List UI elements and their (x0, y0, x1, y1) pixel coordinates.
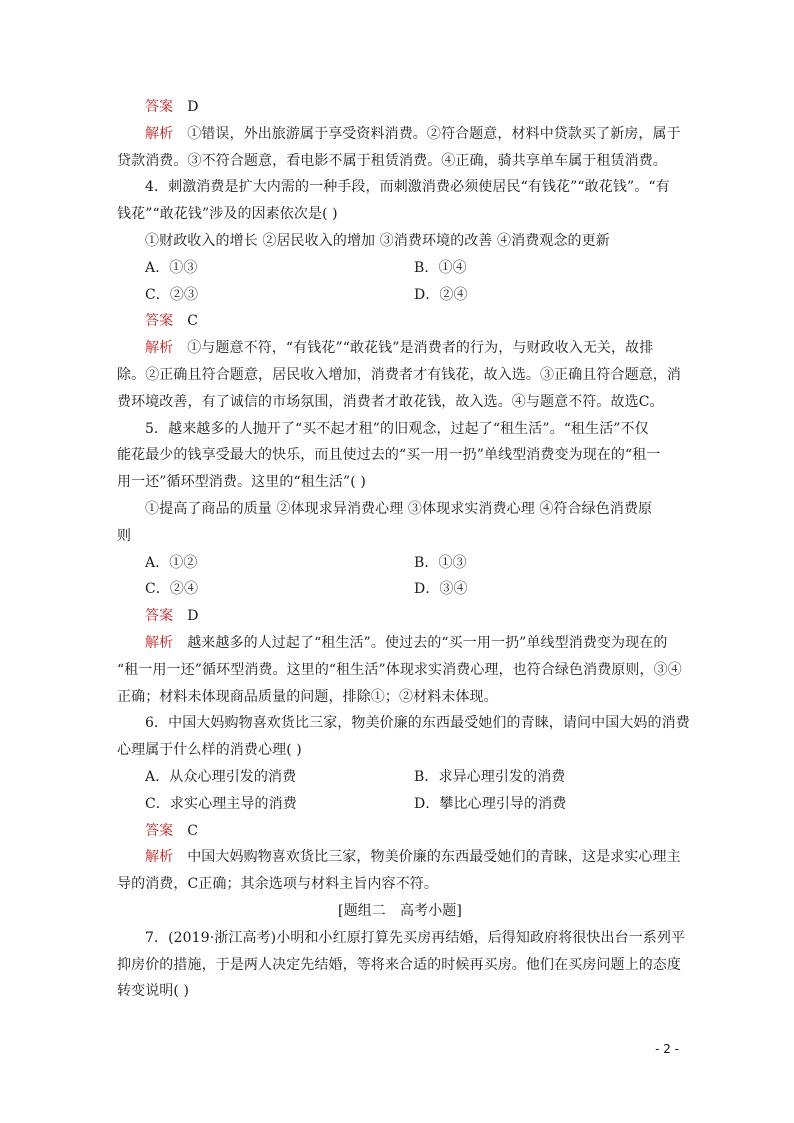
analysis-line (117, 121, 683, 148)
options-row (117, 550, 683, 577)
text-line: 贷款消费。③不符合题意，看电影不属于租赁消费。④正确，骑共享单车属于租赁消费。 (117, 152, 667, 169)
text-line: 心理属于什么样的消费心理( ) (117, 742, 302, 759)
text-line: 用一还”循环型消费。这里的“租生活”( ) (117, 474, 366, 491)
option-right: B．求异心理引发的消费 (414, 768, 566, 785)
text-line: 费环境改善，有了诚信的市场氛围，消费者才敢花钱，故入选。④与题意不符。故选C。 (117, 393, 664, 410)
options-row (117, 764, 683, 791)
answer-label: 答案 (145, 99, 174, 115)
answer-label: 答案 (145, 608, 174, 625)
analysis-line (117, 630, 683, 657)
line-text: 中国大妈购物喜欢货比三家，物美价廉的东西最受她们的青睐，这是求实心理主 (187, 849, 681, 866)
analysis-line (117, 335, 683, 362)
option-right: D．③④ (414, 581, 468, 598)
text-line: 抑房价的措施，于是两人决定先结婚，等将来合适的时候再买房。他们在买房问题上的态度 (117, 956, 681, 973)
text-line: 能花最少的钱享受最大的快乐，而且使过去的“买一用一扔”单线型消费变为现在的“租一 (117, 447, 661, 464)
text-line: 钱花”“敢花钱”涉及的因素依次是( ) (117, 206, 338, 223)
options-row (117, 255, 683, 282)
section-heading: [题组二 高考小题] (338, 902, 462, 919)
line-text: ①与题意不符，“有钱花”“敢花钱”是消费者的行为，与财政收入无关，故排 (187, 340, 654, 357)
text-line: 正确；材料未体现商品质量的问题，排除①；②材料未体现。 (117, 688, 498, 705)
text-line: 6．中国大妈购物喜欢货比三家，物美价廉的东西最受她们的青睐，请问中国大妈的消费 (145, 715, 690, 732)
analysis-line (117, 844, 683, 871)
answer-line (117, 94, 683, 121)
text-line: 则 (117, 527, 132, 544)
option-right: D．②④ (414, 286, 468, 303)
analysis-label: 解析 (145, 125, 174, 142)
text-line: 7．(2019·浙江高考)小明和小红原打算先买房再结婚，后得知政府将很快出台一系列平 (145, 929, 686, 946)
line-text: C (187, 822, 199, 839)
text-line: ①财政收入的增长 ②居民收入的增加 ③消费环境的改善 ④消费观念的更新 (145, 232, 610, 249)
options-row (117, 576, 683, 603)
option-left: A．①③ (145, 259, 198, 276)
option-right: D．攀比心理引导的消费 (414, 795, 567, 812)
option-left: C．求实心理主导的消费 (145, 795, 297, 812)
text-line: 转变说明( ) (117, 983, 190, 1000)
options-row (117, 791, 683, 818)
option-right: B．①④ (414, 259, 467, 276)
text-line: “租一用一还”循环型消费。这里的“租生活”体现求实消费心理，也符合绿色消费原则，③④ (117, 661, 682, 678)
answer-line (117, 818, 683, 845)
answer-line (117, 308, 683, 335)
option-left: A．从众心理引发的消费 (145, 768, 297, 785)
document-body (117, 94, 690, 1005)
text-line: 5．越来越多的人抛开了“买不起才租”的旧观念，过起了“租生活”。“租生活”不仅 (145, 420, 649, 437)
analysis-label: 解析 (145, 340, 174, 357)
option-left: A．①② (145, 554, 198, 571)
text-line: 除。②正确且符合题意，居民收入增加，消费者才有钱花，故入选。③正确且符合题意，消 (117, 366, 681, 383)
options-row (117, 282, 683, 309)
text-line: ①提高了商品的质量 ②体现求异消费心理 ③体现求实消费心理 ④符合绿色消费原 (145, 500, 653, 517)
line-text: C (187, 313, 199, 330)
analysis-label: 解析 (145, 849, 174, 866)
text-line: 4．刺激消费是扩大内需的一种手段，而刺激消费必须使居民“有钱花”“敢花钱”。“有 (145, 179, 670, 196)
answer-label: 答案 (145, 313, 174, 330)
answer-label: 答案 (145, 822, 174, 839)
page-number: - 2 - (655, 1042, 679, 1056)
option-left: C．②④ (145, 581, 199, 598)
line-text: ①错误，外出旅游属于享受资料消费。②符合题意，材料中贷款买了新房，属于 (187, 125, 681, 142)
option-left: C．②③ (145, 286, 199, 303)
line-text: 越来越多的人过起了“租生活”。使过去的“买一用一扔”单线型消费变为现在的 (187, 634, 668, 651)
answer-line (117, 603, 683, 630)
line-text: D (187, 608, 199, 625)
line-text: D (187, 99, 199, 115)
option-right: B．①③ (414, 554, 467, 571)
text-line: 导的消费，C正确；其余选项与材料主旨内容不符。 (117, 876, 439, 893)
analysis-label: 解析 (145, 634, 174, 651)
